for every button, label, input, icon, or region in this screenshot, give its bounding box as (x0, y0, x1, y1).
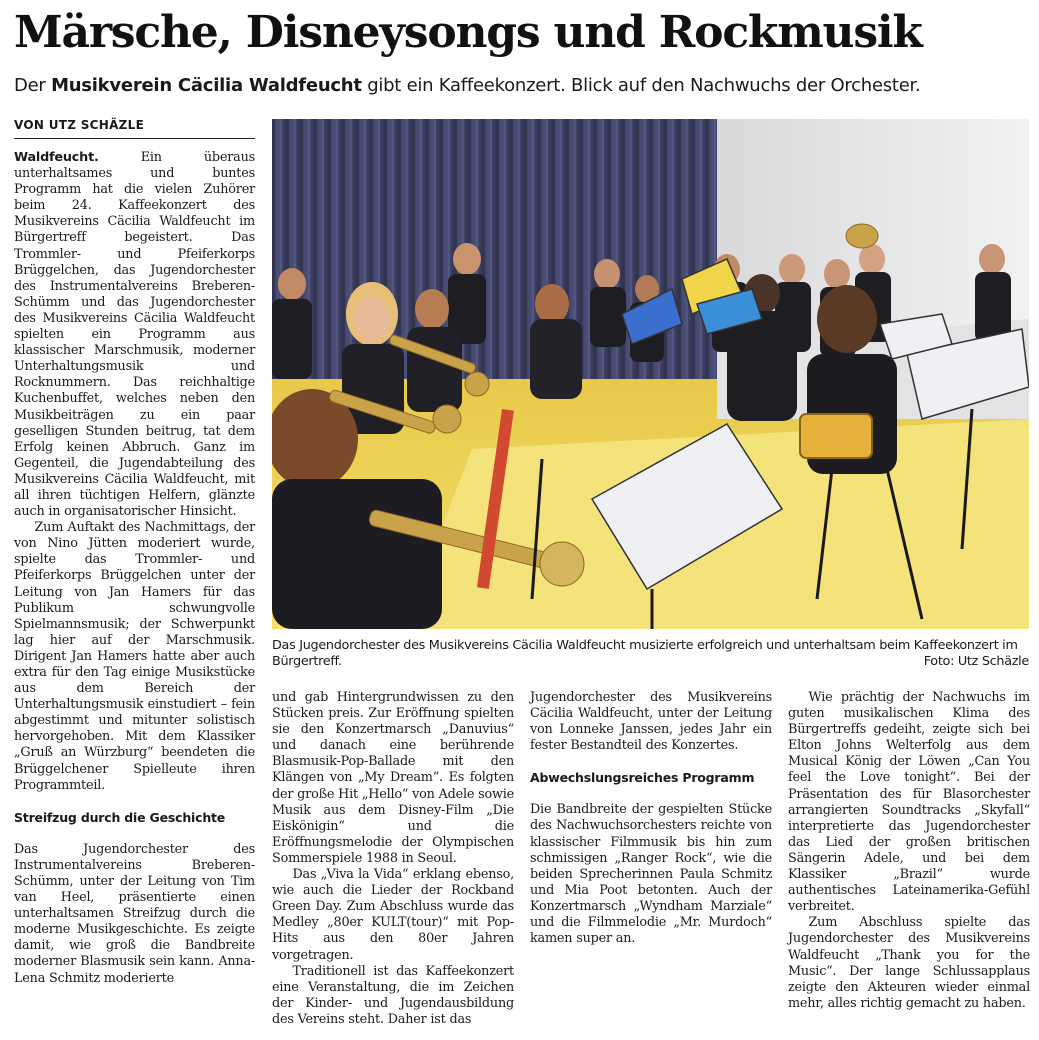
article-paragraph: Das „Viva la Vida“ erklang ebenso, wie auch die Lieder der Rockband Green Day. Zum Abschluss wurde das Medley „80er KULT(tour)“ mit Pop-Hits aus den 80er Jahren vorgetragen. (272, 867, 514, 963)
article-column-4 (788, 690, 1030, 1012)
subline (14, 72, 1029, 100)
dateline: Waldfeucht. (14, 150, 99, 165)
headline: Märsche, Disneysongs und Rockmusik (14, 7, 922, 58)
subheading: Streifzug durch die Geschichte (14, 809, 226, 825)
subline-prefix: Der (14, 75, 52, 96)
article-column-3 (530, 690, 772, 947)
article-paragraph: und gab Hintergrundwissen zu den Stücken preis. Zur Eröffnung spielten sie den Konzertmarsch „Danuvius“ und danach eine berührende Blasmusik-Pop-Ballade mit den Klängen von „My Dream“. Es folgten der große Hit „Hello“ von Adele sowie Musik aus dem Disney-Film „Die Eiskönigin“ und die Eröffnungsmelodie der Olympischen Sommerspiele 1988 in Seoul. (272, 690, 514, 866)
article-column-1 (14, 150, 255, 987)
subline-rest: gibt ein Kaffeekonzert. Blick auf den Nachwuchs der Orchester. (361, 75, 921, 96)
caption-text: Das Jugendorchester des Musikvereins Cäcilia Waldfeucht musizierte erfolgreich und unterhaltsam beim Kaffeekonzert im Bürgertreff. (272, 638, 1018, 669)
author-byline: VON UTZ SCHÄZLE (14, 114, 255, 139)
article-paragraph: Traditionell ist das Kaffeekonzert eine Veranstaltung, die im Zeichen der Kinder- und Jugendausbildung des Vereins steht. Daher ist das (272, 963, 514, 1027)
photo-credit: Foto: Utz Schäzle (923, 654, 1029, 669)
article-paragraph: Zum Abschluss spielte das Jugendorchester des Musikvereins Waldfeucht „Thank you for the Music“. Der lange Schlussapplaus zeigte den Akteuren wieder einmal mehr, alles richtig gemacht zu haben. (788, 915, 1030, 1011)
subheading: Abwechslungsreiches Programm (530, 770, 755, 786)
article-paragraph: Jugendorchester des Musikvereins Cäcilia Waldfeucht, unter der Leitung von Lonneke Janssen, jedes Jahr ein fester Bestandteil des Konzertes. (530, 690, 772, 754)
article-column-2 (272, 690, 514, 1028)
article-paragraph: Das Jugendorchester des Instrumentalvereins Breberen-Schümm, unter der Leitung von Tim van Heel, präsentierte einen unterhaltsamen Streifzug durch die moderne Musikgeschichte. Es zeigte damit, wie groß die Bandbreite moderner Blasmusik sein kann. Anna-Lena Schmitz moderierte (14, 841, 255, 986)
article-paragraph: Wie prächtig der Nachwuchs im guten musikalischen Klima des Bürgertreffs gedeiht, zeigte sich bei Elton Johns Welterfolg aus dem Musical König der Löwen „Can You feel the Love tonight“. Bei der Präsentation des für Blasorchester arrangierten Soundtracks „Skyfall“ interpretierte das Jugendorchester das Lied der großen britischen Sängerin Adele, und bei dem Klassiker „Brazil“ wurde authentisches Lateinamerika-Gefühl verbreitet. (788, 690, 1030, 915)
photo-caption (272, 638, 1029, 670)
article-paragraph: Die Bandbreite der gespielten Stücke des Nachwuchsorchesters reichte von klassischer Filmmusik bis hin zum schmissigen „Ranger Rock“, wie die beiden Sprecherinnen Paula Schmitz und Mia Poot betonten. Auch der Konzertmarsch „Wyndham Marziale“ und die Filmmelodie „Mr. Murdoch“ kamen super an. (530, 802, 772, 947)
article-paragraph: Waldfeucht. Ein überaus unterhaltsames und buntes Programm hat die vielen Zuhörer beim 24. Kaffeekonzert des Musikvereins Cäcilia Waldfeucht im Bürgertreff begeistert. Das Trommler- und Pfeiferkorps Brüggelchen, das Jugendorchester des Instrumentalvereins Breberen-Schümm und das Jugendorchester des Musikvereins Cäcilia Waldfeucht spielten ein Programm aus klassischer Marschmusik, moderner Unterhaltungsmusik und Rocknummern. Das reichhaltige Kuchenbuffet, welches neben den Musikbeiträgen zu ein paar geselligen Stunden beitrug, tat dem Erfolg keinen Abbruch. Ganz im Gegenteil, die Jugendabteilung des Musikvereins Cäcilia Waldfeucht, mit all ihren tüchtigen Helfern, glänzte auch in organisatorischer Hinsicht. (14, 150, 255, 520)
subline-highlight: Musikverein Cäcilia Waldfeucht (51, 75, 362, 96)
orchestra-photo (272, 119, 1029, 629)
article-paragraph: Zum Auftakt des Nachmittags, der von Nino Jütten moderiert wurde, spielte das Trommler- und Pfeiferkorps Brüggelchen unter der Leitung von Jan Hamers für das Publikum schwungvolle Spielmannsmusik; der Schwerpunkt lag hier auf der Marschmusik. Dirigent Jan Hamers hatte aber auch extra für den Tag einige Musikstücke aus dem Bereich der Unterhaltungsmusik einstudiert – fein abgestimmt und mitunter solistisch hervorgehoben. Mit dem Klassiker „Gruß an Würzburg“ beendeten die Brüggelchener Spielleute ihren Programmteil. (14, 520, 255, 793)
